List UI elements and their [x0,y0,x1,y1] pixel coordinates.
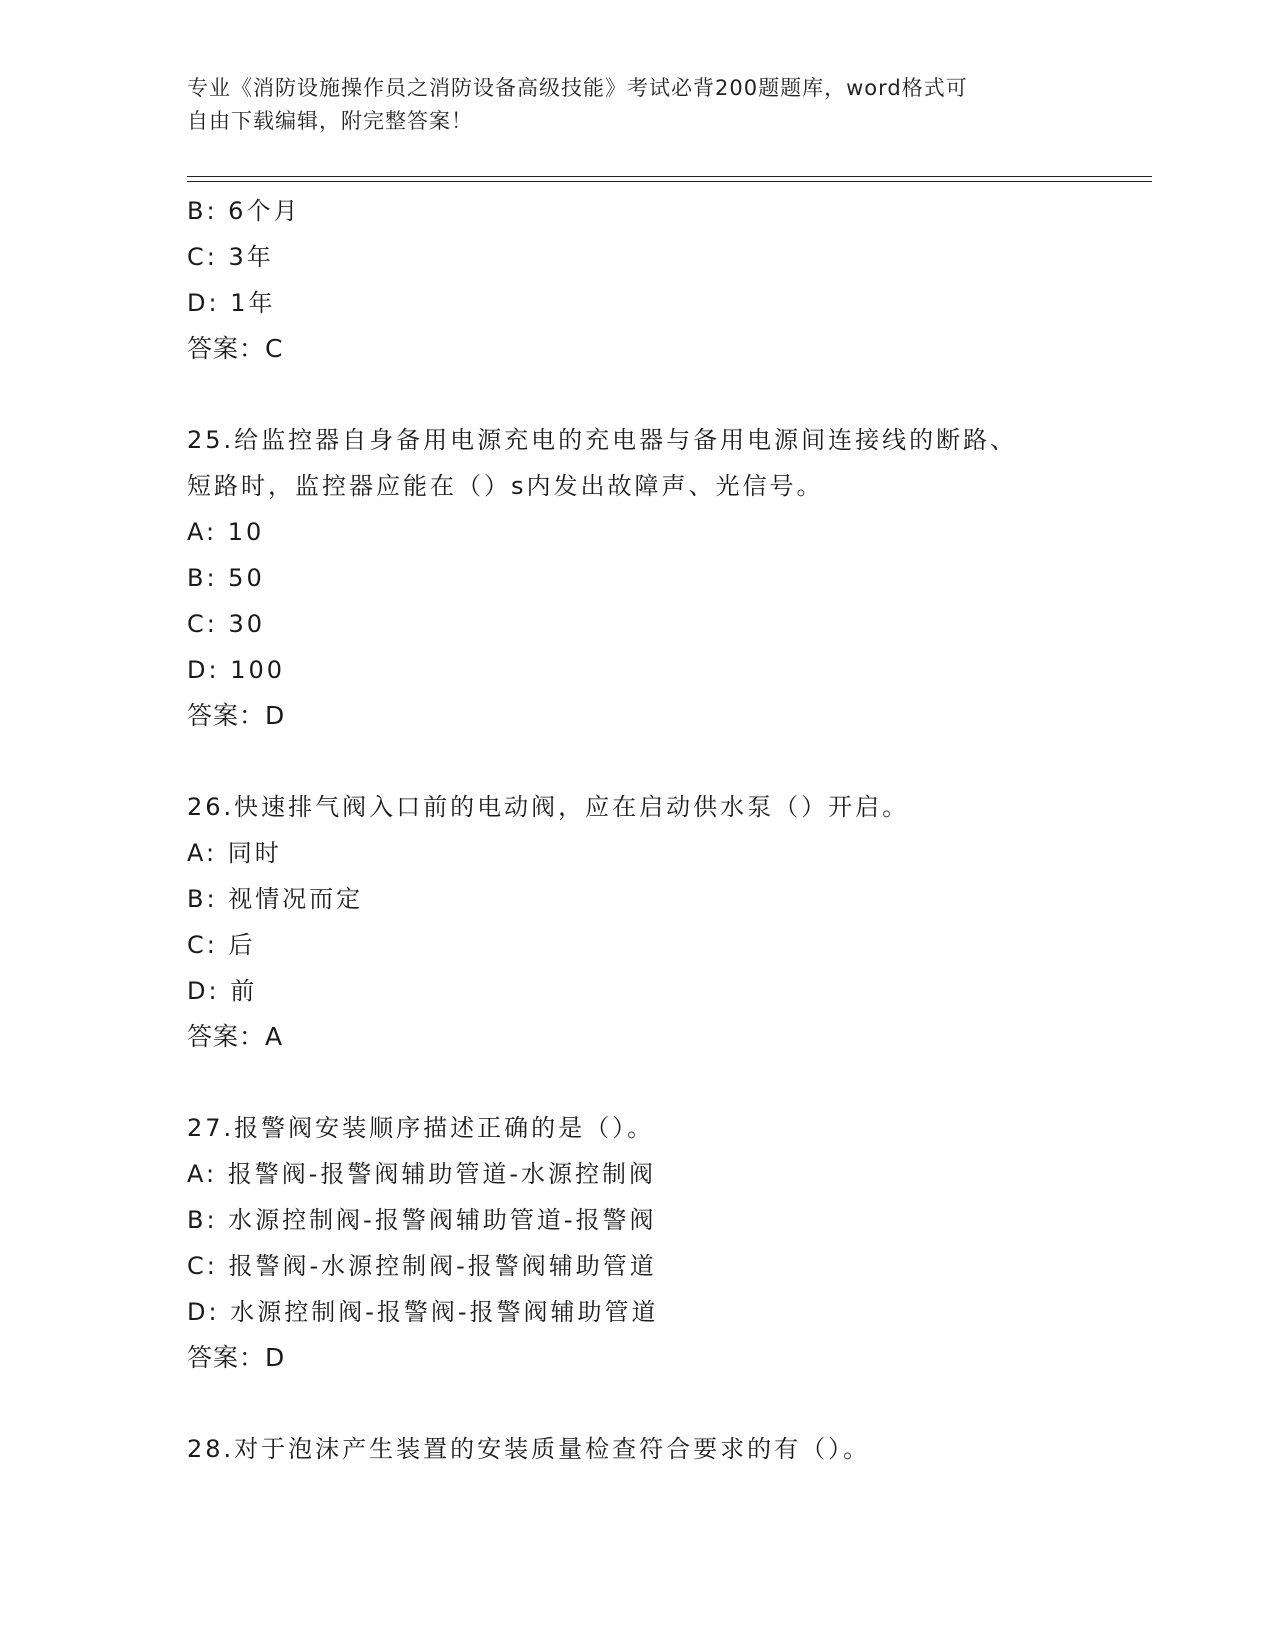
question-stem-line: 26.快速排气阀入口前的电动阀，应在启动供水泵（）开启。 [187,793,910,821]
option-c: C: 3年 [187,243,274,271]
question-stem-line: 27.报警阀安装顺序描述正确的是（）。 [187,1114,655,1142]
answer-line: 答案：D [187,1343,286,1372]
option-c: C: 30 [187,610,266,638]
option-a: A: 同时 [187,839,282,867]
option-b: B: 水源控制阀-报警阀辅助管道-报警阀 [187,1206,657,1234]
option-a: A: 报警阀-报警阀辅助管道-水源控制阀 [187,1160,657,1188]
document-header [187,72,1067,138]
option-a: A: 10 [187,518,265,546]
option-b: B: 50 [187,564,265,592]
question-stem-line: 28.对于泡沫产生装置的安装质量检查符合要求的有（）。 [187,1435,871,1463]
header-divider-top [187,176,1152,177]
option-d: D: 100 [187,656,286,684]
question-stem-line: 25.给监控器自身备用电源充电的充电器与备用电源间连接线的断路、 [187,426,1018,454]
question-stem-line: 短路时，监控器应能在（）s内发出故障声、光信号。 [187,472,824,500]
question-25 [187,417,1147,739]
header-line-2: 自由下载编辑，附完整答案！ [187,109,473,133]
option-b: B: 视情况而定 [187,885,364,913]
answer-line: 答案：D [187,701,286,730]
header-line-1: 专业《消防设施操作员之消防设备高级技能》考试必背200题题库，word格式可 [187,76,968,100]
option-c: C: 后 [187,931,256,959]
answer-line: 答案：A [187,1022,284,1051]
option-d: D: 水源控制阀-报警阀-报警阀辅助管道 [187,1298,659,1326]
question-26 [187,784,1147,1060]
header-divider-bottom [187,181,1152,182]
question-24-continued [187,188,1147,372]
answer-line: 答案：C [187,334,284,363]
question-27 [187,1105,1147,1381]
option-c: C: 报警阀-水源控制阀-报警阀辅助管道 [187,1252,657,1280]
option-d: D: 1年 [187,289,276,317]
option-d: D: 前 [187,977,258,1005]
document-body [187,188,1147,1472]
question-28 [187,1426,1147,1472]
option-b: B: 6个月 [187,197,301,225]
